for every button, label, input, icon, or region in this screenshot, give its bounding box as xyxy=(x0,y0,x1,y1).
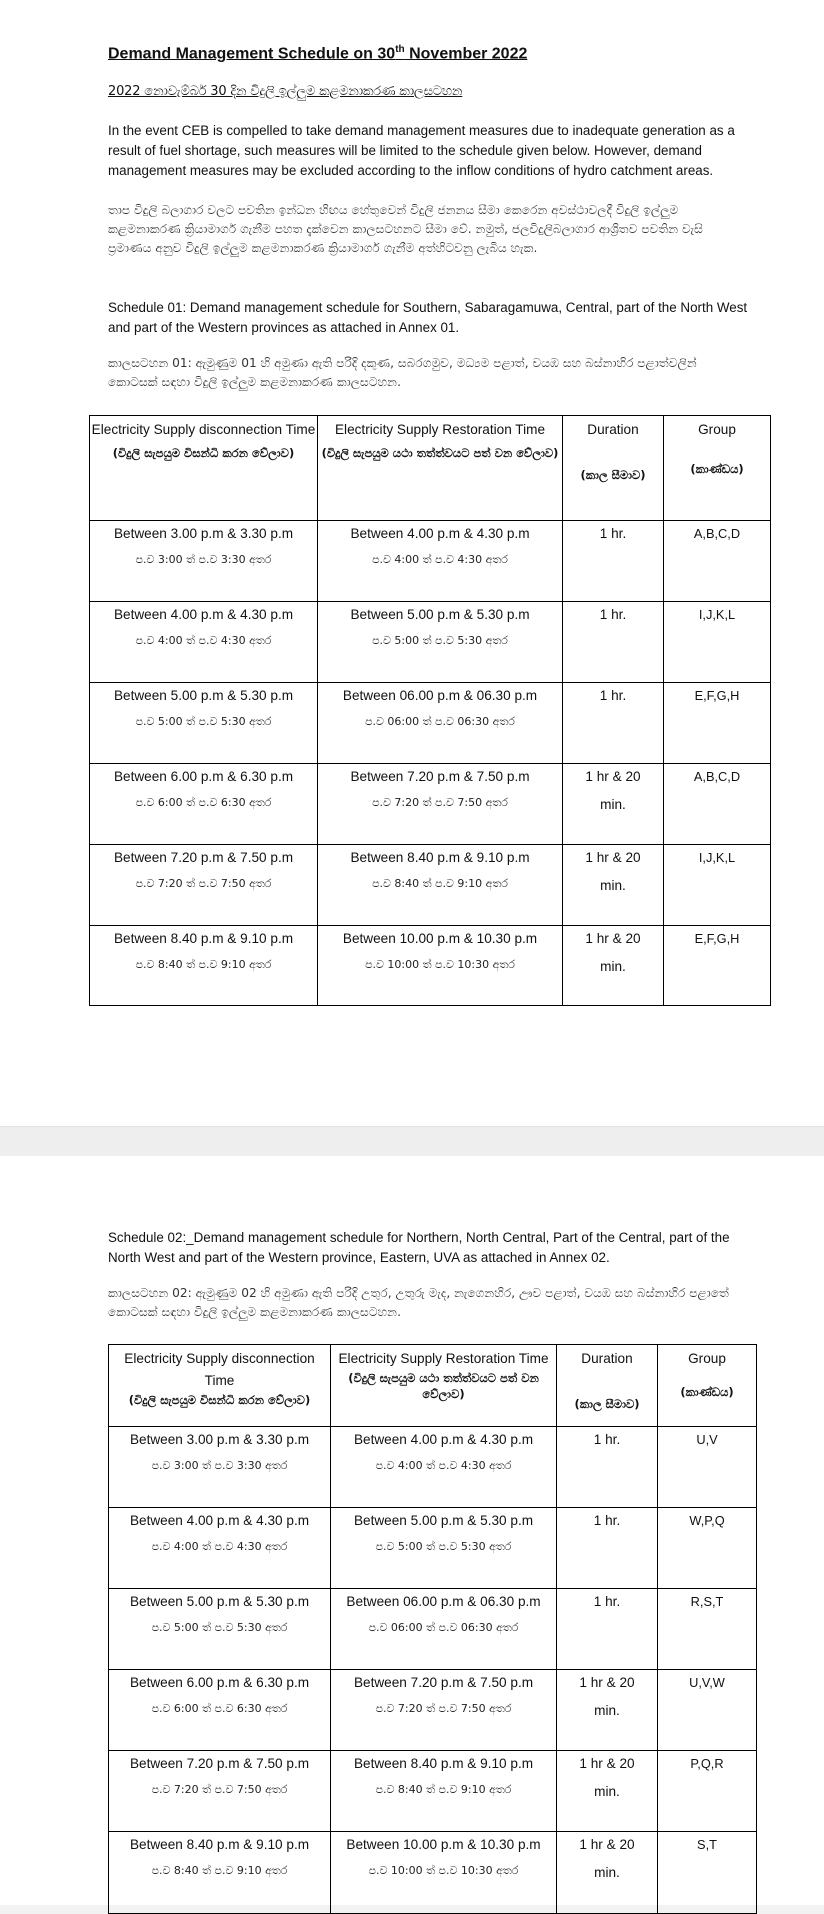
disconnect-time-cell xyxy=(109,1670,331,1751)
disconnect-time-english: Between 6.00 p.m & 6.30 p.m xyxy=(113,769,294,784)
duration-value: 1 hr & 20 xyxy=(579,1837,635,1852)
group-cell xyxy=(664,602,771,683)
disconnect-time-sinhala: ප.ව 5:00 ත් ප.ව 5:30 අතර xyxy=(135,715,272,728)
disconnect-time-english: Between 7.20 p.m & 7.50 p.m xyxy=(129,1756,310,1771)
restoration-time-cell xyxy=(331,1832,557,1914)
header-restoration-time: Electricity Supply Restoration Time (විදුලි සැපයුම යථා තත්ත්වයට පත් වන වේලාව) xyxy=(318,416,563,521)
restoration-time-sinhala: ප.ව 5:00 ත් ප.ව 5:30 අතර xyxy=(375,1540,512,1553)
restoration-time-cell xyxy=(318,683,563,764)
intro-paragraph-english: In the event CEB is compelled to take demand management measures due to inadequate generation as a result of fuel shortage, such measures will be limited to the schedule given below. However, demand management measures may be excluded according to the inflow conditions of hydro catchment areas. xyxy=(108,123,735,178)
schedule1-table xyxy=(89,415,771,1006)
table-row xyxy=(109,1427,757,1508)
group-cell xyxy=(658,1508,757,1589)
table-row xyxy=(90,764,771,845)
schedule1-caption-sinhala: කාලසටහන 01: ඇමුණුම 01 හි අමුණා ඇති පරිදි දකුණ, සබරගමුව, මධ්‍යම පළාත්, වයඹ සහ බස්නාහිර පළාත්වලින් කොටසක් සඳහා විදුලි ඉල්ලුම කළමනාකරණ කාලසටහන. xyxy=(108,356,697,389)
restoration-time-sinhala: ප.ව 7:20 ත් ප.ව 7:50 අතර xyxy=(375,1702,512,1715)
group-cell xyxy=(658,1832,757,1914)
disconnect-time-english: Between 3.00 p.m & 3.30 p.m xyxy=(113,526,294,541)
duration-cell xyxy=(557,1427,658,1508)
disconnect-time-sinhala: ප.ව 3:00 ත් ප.ව 3:30 අතර xyxy=(151,1459,288,1472)
duration-cell xyxy=(563,764,664,845)
duration-value-cont xyxy=(557,1612,657,1620)
duration-cell xyxy=(563,521,664,602)
restoration-time-sinhala: ප.ව 8:40 ත් ප.ව 9:10 අතර xyxy=(372,877,508,890)
group-cell xyxy=(664,845,771,926)
duration-cell xyxy=(557,1508,658,1589)
restoration-time-english: Between 7.20 p.m & 7.50 p.m xyxy=(353,1675,534,1690)
group-cell xyxy=(664,521,771,602)
header-duration: Duration (කාල සීමාව) xyxy=(557,1345,658,1427)
restoration-time-cell xyxy=(331,1427,557,1508)
document-page-2 xyxy=(0,1156,824,1905)
duration-value-cont: min. xyxy=(594,1784,620,1799)
disconnect-time-cell xyxy=(90,764,318,845)
intro-paragraph-sinhala: තාප විදුලි බලාගාර වලට පවතින ඉන්ධන හිඟය හේතුවෙන් විදුලි ජනනය සීමා කෙරෙන අවස්ථාවලදී විදුලි ඉල්ලුම කළමනාකරණ ක්‍රියාමාර්ග ගැනීම පහත දැක්වෙන කාලසටහනට සීමා වේ. නමුත්, ජලවිදුලිබලාගාර ආශ්‍රිතව පවතින වැසි ප්‍රමාණය අනුව විදුලි ඉල්ලුම කළමනාකරණ ක්‍රියාමාර්ග ගැනීම අත්හිටවනු ලැබිය හැක. xyxy=(108,203,703,255)
table-row xyxy=(90,926,771,1006)
table-row xyxy=(90,521,771,602)
duration-value: 1 hr. xyxy=(593,1513,621,1528)
disconnect-time-sinhala: ප.ව 5:00 ත් ප.ව 5:30 අතර xyxy=(151,1621,288,1634)
restoration-time-sinhala: ප.ව 4:00 ත් ප.ව 4:30 අතර xyxy=(375,1459,512,1472)
disconnect-time-english: Between 8.40 p.m & 9.10 p.m xyxy=(129,1837,310,1852)
schedule2-table xyxy=(108,1344,757,1914)
table-row xyxy=(90,845,771,926)
group-value: R,S,T xyxy=(690,1594,724,1609)
duration-value-cont: min. xyxy=(600,797,626,812)
group-cell xyxy=(658,1589,757,1670)
disconnect-time-cell xyxy=(109,1427,331,1508)
restoration-time-english: Between 06.00 p.m & 06.30 p.m xyxy=(342,688,538,703)
disconnect-time-cell xyxy=(90,683,318,764)
duration-cell xyxy=(563,926,664,1006)
group-value: E,F,G,H xyxy=(694,931,740,946)
header-restoration-time: Electricity Supply Restoration Time (විදුලි සැපයුම යථා තත්ත්වයට පත් වන වේලාව) xyxy=(331,1345,557,1427)
restoration-time-english: Between 7.20 p.m & 7.50 p.m xyxy=(350,769,530,784)
disconnect-time-english: Between 8.40 p.m & 9.10 p.m xyxy=(113,931,294,946)
restoration-time-english: Between 8.40 p.m & 9.10 p.m xyxy=(350,850,530,865)
restoration-time-sinhala: ප.ව 5:00 ත් ප.ව 5:30 අතර xyxy=(372,634,508,647)
schedule1-header-row xyxy=(90,416,771,521)
duration-value-cont: min. xyxy=(600,878,626,893)
group-cell xyxy=(658,1427,757,1508)
restoration-time-sinhala: ප.ව 7:20 ත් ප.ව 7:50 අතර xyxy=(372,796,508,809)
duration-value-cont xyxy=(557,1450,657,1458)
restoration-time-cell xyxy=(318,926,563,1006)
group-cell xyxy=(664,764,771,845)
group-value: S,T xyxy=(697,1837,717,1852)
restoration-time-english: Between 06.00 p.m & 06.30 p.m xyxy=(346,1594,541,1609)
disconnect-time-english: Between 4.00 p.m & 4.30 p.m xyxy=(113,607,294,622)
table-row xyxy=(90,683,771,764)
restoration-time-english: Between 10.00 p.m & 10.30 p.m xyxy=(342,931,538,946)
group-cell xyxy=(658,1751,757,1832)
table-row xyxy=(109,1751,757,1832)
duration-cell xyxy=(563,683,664,764)
duration-value: 1 hr & 20 xyxy=(585,769,641,784)
restoration-time-cell xyxy=(331,1589,557,1670)
document-title: Demand Management Schedule on 30th November 2022 xyxy=(108,44,528,63)
restoration-time-cell xyxy=(331,1751,557,1832)
disconnect-time-sinhala: ප.ව 7:20 ත් ප.ව 7:50 අතර xyxy=(151,1783,288,1796)
disconnect-time-sinhala: ප.ව 8:40 ත් ප.ව 9:10 අතර xyxy=(151,1864,288,1877)
duration-value-cont xyxy=(563,625,663,633)
disconnect-time-sinhala: ප.ව 4:00 ත් ප.ව 4:30 අතර xyxy=(151,1540,288,1553)
duration-cell xyxy=(557,1589,658,1670)
disconnect-time-sinhala: ප.ව 3:00 ත් ප.ව 3:30 අතර xyxy=(135,553,272,566)
restoration-time-cell xyxy=(318,602,563,683)
disconnect-time-sinhala: ප.ව 7:20 ත් ප.ව 7:50 අතර xyxy=(135,877,272,890)
restoration-time-sinhala: ප.ව 10:00 ත් ප.ව 10:30 අතර xyxy=(368,1864,519,1877)
duration-value: 1 hr. xyxy=(599,526,627,541)
group-value: I,J,K,L xyxy=(698,607,736,622)
document-subtitle-sinhala: 2022 නොවැම්බර් 30 දින විදුලි ඉල්ලුම කළමනාකරණ කාලසටහන xyxy=(108,84,463,99)
disconnect-time-sinhala: ප.ව 8:40 ත් ප.ව 9:10 අතර xyxy=(135,958,272,971)
group-value: I,J,K,L xyxy=(698,850,736,865)
duration-value: 1 hr & 20 xyxy=(579,1675,635,1690)
duration-cell xyxy=(557,1751,658,1832)
restoration-time-english: Between 4.00 p.m & 4.30 p.m xyxy=(350,526,530,541)
restoration-time-sinhala: ප.ව 8:40 ත් ප.ව 9:10 අතර xyxy=(375,1783,512,1796)
table-row xyxy=(109,1670,757,1751)
duration-value-cont xyxy=(557,1531,657,1539)
restoration-time-cell xyxy=(331,1670,557,1751)
duration-value-cont: min. xyxy=(600,959,626,974)
header-group: Group (කාණ්ඩය) xyxy=(664,416,771,521)
table-row xyxy=(90,602,771,683)
restoration-time-sinhala: ප.ව 10:00 ත් ප.ව 10:30 අතර xyxy=(365,958,515,971)
group-cell xyxy=(664,926,771,1006)
restoration-time-cell xyxy=(318,521,563,602)
duration-value-cont: min. xyxy=(594,1865,620,1880)
group-cell xyxy=(664,683,771,764)
duration-value: 1 hr. xyxy=(599,688,627,703)
disconnect-time-cell xyxy=(90,521,318,602)
schedule2-caption-sinhala: කාලසටහන 02: ඇමුණුම 02 හි අමුණා ඇති පරිදි උතුර, උතුරු මැද, නැගෙනහිර, ඌව පළාත්, වයඹ සහ බස්නාහිර පළාතේ කොටසක් සඳහා විදුලි ඉල්ලුම කළමනාකරණ කාලසටහන. xyxy=(108,1286,729,1319)
header-duration: Duration (කාල සීමාව) xyxy=(563,416,664,521)
restoration-time-sinhala: ප.ව 06:00 ත් ප.ව 06:30 අතර xyxy=(365,715,515,728)
schedule1-caption-english: Schedule 01: Demand management schedule for Southern, Sabaragamuwa, Central, part of the North West and part of the Western provinces as attached in Annex 01. xyxy=(108,300,748,335)
group-value: W,P,Q xyxy=(689,1513,725,1528)
duration-cell xyxy=(563,602,664,683)
disconnect-time-english: Between 7.20 p.m & 7.50 p.m xyxy=(113,850,294,865)
duration-value: 1 hr. xyxy=(593,1594,621,1609)
header-disconnect-time: Electricity Supply disconnection Time (විදුලි සැපයුම විසන්ධි කරන වේලාව) xyxy=(90,416,318,521)
disconnect-time-sinhala: ප.ව 6:00 ත් ප.ව 6:30 අතර xyxy=(135,796,272,809)
schedule2-header-row xyxy=(109,1345,757,1427)
group-value: A,B,C,D xyxy=(693,769,741,784)
group-cell xyxy=(658,1670,757,1751)
disconnect-time-cell xyxy=(109,1508,331,1589)
restoration-time-cell xyxy=(318,845,563,926)
duration-value: 1 hr & 20 xyxy=(579,1756,635,1771)
disconnect-time-cell xyxy=(109,1589,331,1670)
disconnect-time-sinhala: ප.ව 6:00 ත් ප.ව 6:30 අතර xyxy=(151,1702,288,1715)
group-value: U,V,W xyxy=(689,1675,725,1690)
disconnect-time-english: Between 6.00 p.m & 6.30 p.m xyxy=(129,1675,310,1690)
disconnect-time-cell xyxy=(109,1751,331,1832)
disconnect-time-english: Between 3.00 p.m & 3.30 p.m xyxy=(129,1432,310,1447)
group-value: U,V xyxy=(696,1432,718,1447)
restoration-time-cell xyxy=(318,764,563,845)
table-row xyxy=(109,1589,757,1670)
duration-value: 1 hr. xyxy=(593,1432,621,1447)
disconnect-time-cell xyxy=(90,845,318,926)
group-value: P,Q,R xyxy=(690,1756,724,1771)
duration-cell xyxy=(563,845,664,926)
duration-value: 1 hr & 20 xyxy=(585,850,641,865)
restoration-time-english: Between 10.00 p.m & 10.30 p.m xyxy=(346,1837,541,1852)
restoration-time-english: Between 4.00 p.m & 4.30 p.m xyxy=(353,1432,534,1447)
disconnect-time-english: Between 5.00 p.m & 5.30 p.m xyxy=(129,1594,310,1609)
group-value: E,F,G,H xyxy=(694,688,740,703)
header-group: Group (කාණ්ඩය) xyxy=(658,1345,757,1427)
disconnect-time-cell xyxy=(90,602,318,683)
disconnect-time-sinhala: ප.ව 4:00 ත් ප.ව 4:30 අතර xyxy=(135,634,272,647)
restoration-time-sinhala: ප.ව 4:00 ත් ප.ව 4:30 අතර xyxy=(372,553,508,566)
header-disconnect-time: Electricity Supply disconnection Time (විදුලි සැපයුම විසන්ධි කරන වේලාව) xyxy=(109,1345,331,1427)
duration-value-cont xyxy=(563,706,663,714)
disconnect-time-english: Between 5.00 p.m & 5.30 p.m xyxy=(113,688,294,703)
schedule2-caption-english: Schedule 02:_Demand management schedule for Northern, North Central, Part of the Central, part of the North West and part of the Western province, Eastern, UVA as attached in Annex 02. xyxy=(108,1230,730,1265)
duration-value-cont xyxy=(563,544,663,552)
disconnect-time-english: Between 4.00 p.m & 4.30 p.m xyxy=(129,1513,310,1528)
table-row xyxy=(109,1508,757,1589)
disconnect-time-cell xyxy=(90,926,318,1006)
group-value: A,B,C,D xyxy=(693,526,741,541)
duration-cell xyxy=(557,1832,658,1914)
page-separator xyxy=(0,1126,824,1157)
duration-value-cont: min. xyxy=(594,1703,620,1718)
disconnect-time-cell xyxy=(109,1832,331,1914)
restoration-time-sinhala: ප.ව 06:00 ත් ප.ව 06:30 අතර xyxy=(368,1621,519,1634)
duration-value: 1 hr. xyxy=(599,607,627,622)
restoration-time-english: Between 5.00 p.m & 5.30 p.m xyxy=(353,1513,534,1528)
restoration-time-english: Between 5.00 p.m & 5.30 p.m xyxy=(350,607,530,622)
duration-cell xyxy=(557,1670,658,1751)
restoration-time-cell xyxy=(331,1508,557,1589)
restoration-time-english: Between 8.40 p.m & 9.10 p.m xyxy=(353,1756,534,1771)
table-row xyxy=(109,1832,757,1914)
duration-value: 1 hr & 20 xyxy=(585,931,641,946)
